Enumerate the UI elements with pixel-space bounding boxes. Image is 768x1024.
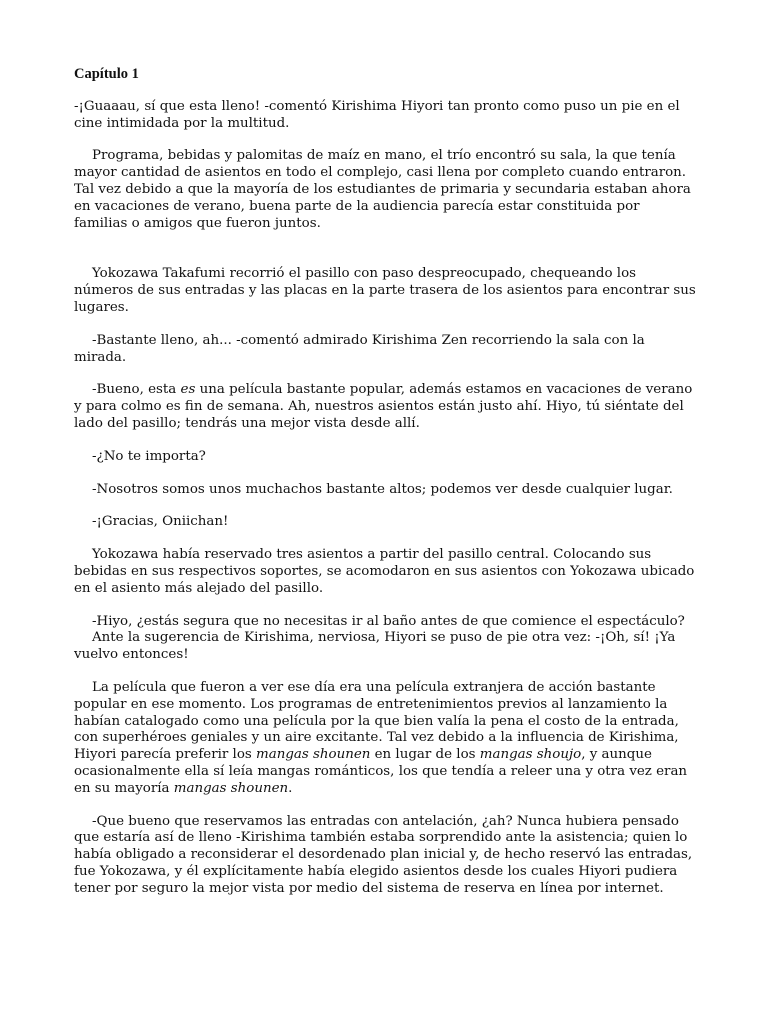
paragraph: [74, 382, 696, 432]
paragraph: -Bastante lleno, ah... -comentó admirado Kirishima Zen recorriendo la sala con la mirada.: [74, 332, 645, 365]
paragraph-text: en lugar de los: [370, 747, 480, 763]
paragraph: -Hiyo, ¿estás segura que no necesitas ir al baño antes de que comience el espectáculo?: [92, 613, 685, 629]
paragraph-text: una película bastante popular, además estamos en vacaciones de verano y para colmo es fin de semana. Ah, nuestros asientos están justo ahí. Hiyo, tú siéntate del lado del pasillo; tendrás una mejor vista desde allí.: [74, 382, 693, 431]
paragraph: -Que bueno que reservamos las entradas con antelación, ¿ah? Nunca hubiera pensado que estaría así de lleno -Kirishima también estaba sorprendido ante la asistencia; quien lo había obligado a reconsiderar el desordenado plan inicial y, de hecho reservó las entradas, fue Yokozawa, y él explícitamente había elegido asientos desde los cuales Hiyori pudiera tener por seguro la mejor vista por medio del sistema de reserva en línea por internet.: [74, 813, 693, 896]
paragraph: Programa, bebidas y palomitas de maíz en mano, el trío encontró su sala, la que tenía mayor cantidad de asientos en todo el complejo, casi llena por completo cuando entraron. Tal vez debido a que la mayoría de los estudiantes de primaria y secundaria estaban ahora en vacaciones de verano, buena parte de la audiencia parecía estar constituida por familias o amigos que fueron juntos.: [74, 148, 691, 231]
emphasis-text: mangas shounen: [256, 747, 371, 763]
paragraph-text: La película que fueron a ver ese día era una película extranjera de acción bastante popular en ese momento. Los programas de entretenimientos previos al lanzamiento la habían catalogado como una película por la que bien valía la pena el costo de la entrada, con superhéroes geniales y un aire excitante. Tal vez debido a la influencia de Kirishima, Hiyori parecía preferir los: [74, 679, 679, 763]
paragraph: [74, 680, 696, 798]
paragraph: Ante la sugerencia de Kirishima, nerviosa, Hiyori se puso de pie otra vez: -¡Oh, sí! ¡Ya vuelvo entonces!: [74, 630, 676, 663]
emphasis-text: mangas shounen: [173, 780, 289, 796]
paragraph-text: -Bueno, esta: [92, 382, 181, 398]
paragraph: -¡Gracias, Oniichan!: [92, 514, 229, 530]
paragraph: Yokozawa Takafumi recorrió el pasillo con paso despreocupado, chequeando los números de sus entradas y las placas en la parte trasera de los asientos para encontrar sus lugares.: [74, 266, 696, 315]
chapter-title: Capítulo 1: [74, 66, 139, 82]
paragraph: -¡Guaaau, sí que esta lleno! -comentó Kirishima Hiyori tan pronto como puso un pie en el cine intimidada por la multitud.: [74, 98, 680, 131]
paragraph: -¿No te importa?: [92, 448, 206, 464]
paragraph: -Nosotros somos unos muchachos bastante altos; podemos ver desde cualquier lugar.: [92, 481, 673, 497]
paragraph-text: , y aunque ocasionalmente ella sí leía mangas románticos, los que tendía a releer una y otra vez eran en su mayoría: [74, 747, 688, 796]
document-page: [74, 66, 696, 913]
paragraph-text: .: [288, 780, 293, 796]
paragraph: Yokozawa había reservado tres asientos a partir del pasillo central. Colocando sus bebidas en sus respectivos soportes, se acomodaron en sus asientos con Yokozawa ubicado en el asiento más alejado del pasillo.: [74, 547, 695, 596]
emphasis-text: es: [180, 382, 196, 398]
emphasis-text: mangas shoujo: [479, 747, 582, 763]
